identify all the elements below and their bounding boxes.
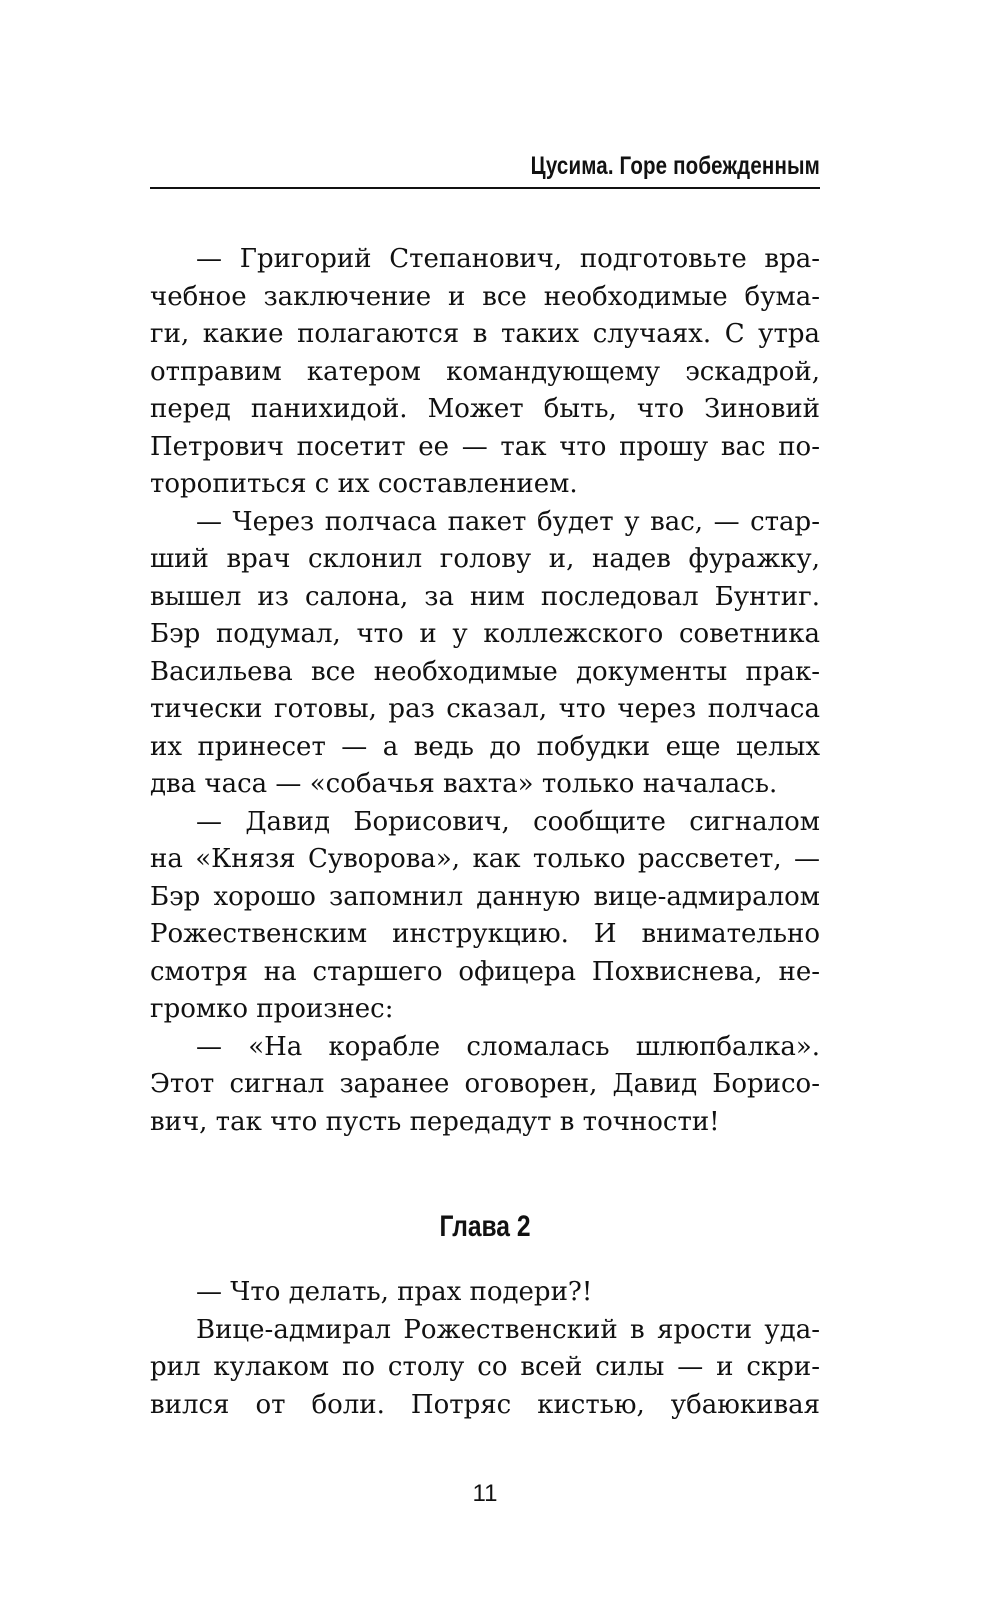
text-line: на «Князя Суворова», как только рассветет, — xyxy=(150,844,820,874)
text-line: — Что делать, прах подери?! xyxy=(196,1277,593,1307)
text-line: ги, какие полагаются в таких случаях. С утра xyxy=(150,319,820,349)
text-line: громко произнес: xyxy=(150,994,394,1024)
text-line: торопиться с их составлением. xyxy=(150,469,578,499)
text-line: Васильева все необходимые документы прак- xyxy=(150,656,820,687)
text-line: рил кулаком по столу со всей силы — и скри- xyxy=(150,1352,820,1382)
header-rule xyxy=(150,187,820,189)
text-line: два часа — «собачья вахта» только началась. xyxy=(150,769,778,799)
text-line: ший врач склонил голову и, надев фуражку, xyxy=(150,544,820,574)
text-line: Петрович посетит ее — так что прошу вас по- xyxy=(150,431,820,462)
text-line: — Через полчаса пакет будет у вас, — стар- xyxy=(196,506,820,537)
text-line: их принесет — а ведь до побудки еще целых xyxy=(150,731,820,762)
text-line: Бэр подумал, что и у коллежского советника xyxy=(150,619,820,649)
text-block-2 xyxy=(150,1274,820,1424)
text-line: перед панихидой. Может быть, что Зиновий xyxy=(150,394,820,424)
text-line: чебное заключение и все необходимые бума- xyxy=(150,281,820,312)
chapter-title: Глава 2 xyxy=(439,1210,531,1243)
text-line: — «На корабле сломалась шлюпбалка». xyxy=(196,1031,820,1062)
text-line: Бэр хорошо запомнил данную вице-адмиралом xyxy=(150,881,820,912)
text-block-1 xyxy=(150,241,820,1141)
text-line: вич, так что пусть передадут в точности! xyxy=(150,1106,720,1137)
text-line: Вице-адмирал Рожественский в ярости уда- xyxy=(196,1314,820,1345)
text-line: вышел из салона, за ним последовал Бунтиг. xyxy=(150,581,820,612)
running-title: Цусима. Горе побежденным xyxy=(530,152,820,180)
text-line: вился от боли. Потряс кистью, убаюкивая xyxy=(150,1389,820,1420)
text-line: смотря на старшего офицера Похвиснева, не- xyxy=(150,956,820,987)
text-line: тически готовы, раз сказал, что через полчаса xyxy=(150,694,820,724)
text-line: — Давид Борисович, сообщите сигналом xyxy=(196,806,820,837)
text-line: отправим катером командующему эскадрой, xyxy=(150,356,820,387)
page-number: 11 xyxy=(472,1480,498,1507)
text-line: — Григорий Степанович, подготовьте вра- xyxy=(196,244,820,274)
text-line: Этот сигнал заранее оговорен, Давид Борисо- xyxy=(150,1069,820,1099)
text-line: Рожественским инструкцию. И внимательно xyxy=(150,919,820,949)
